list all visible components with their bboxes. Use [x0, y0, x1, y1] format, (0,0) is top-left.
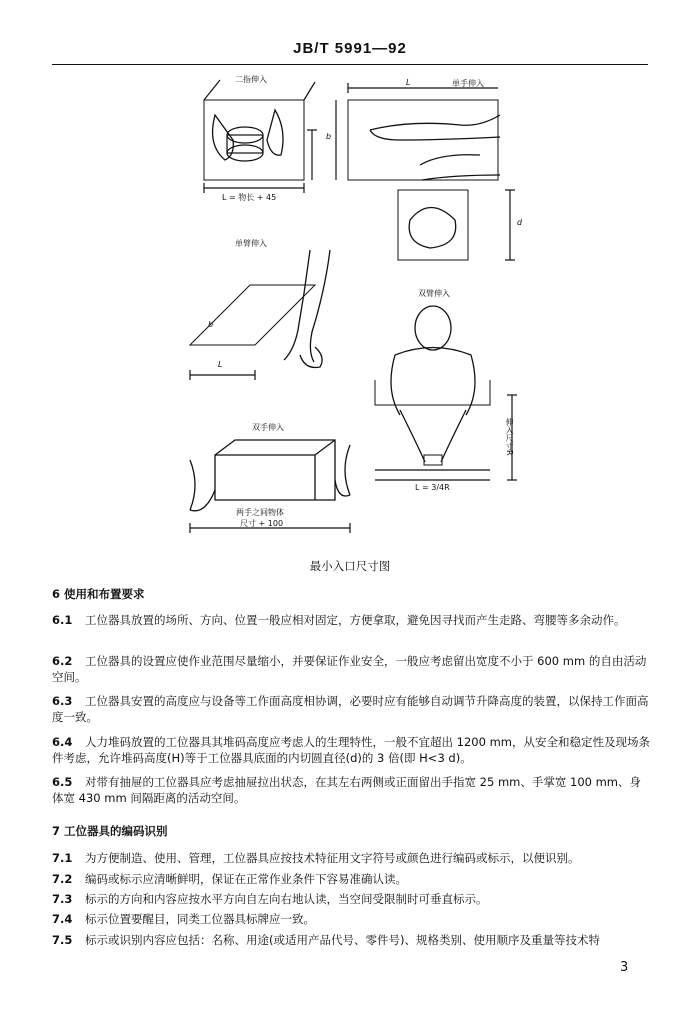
- clause-text: 编码或标示应清晰鲜明，保证在正常作业条件下容易准确认读。: [85, 872, 407, 886]
- label-between-hands-dim: 尺寸 + 100: [240, 519, 284, 528]
- label-b-top: b: [326, 132, 332, 141]
- clause-number: 7.3: [52, 892, 73, 906]
- both-arms-illustration: [375, 306, 517, 480]
- label-both-arms: 双臂伸入: [418, 289, 450, 298]
- clause-text: 工位器具的设置应使作业范围尽量缩小，并要保证作业安全，一般应考虑留出宽度不小于 600 mm 的自由活动空间。: [52, 654, 647, 684]
- clause-text: 人力堆码放置的工位器具其堆码高度应考虑人的生理特性，一般不宜超出 1200 mm，从安全和稳定性及现场条件考虑，允许堆码高度(H)等于工位器具底面的内切圆直径(d)的 3 倍(即 H<3 d)。: [52, 735, 650, 765]
- clause-number: 7.4: [52, 912, 73, 926]
- single-arm-illustration: [190, 250, 330, 380]
- single-hand-illustration: [336, 83, 515, 260]
- running-header: JB/T 5991—92: [293, 40, 407, 57]
- clause-7-5: [52, 932, 652, 948]
- clause-number: 7.5: [52, 933, 73, 947]
- label-arm-dim-side: 伸入尺寸R: [505, 418, 514, 456]
- clause-6-5: [52, 774, 652, 806]
- clause-6-1: [52, 612, 652, 628]
- label-between-hands: 两手之间物体: [236, 508, 284, 517]
- section-7-title: 7 工位器具的编码识别: [52, 824, 168, 838]
- label-L-mid: L: [218, 360, 223, 369]
- clause-number: 7.2: [52, 872, 73, 886]
- clause-text: 为方便制造、使用、管理，工位器具应按技术特征用文字符号或颜色进行编码或标示，以便识别。: [85, 851, 580, 865]
- label-both-hands: 双手伸入: [252, 423, 284, 432]
- clause-text: 工位器具安置的高度应与设备等工作面高度相协调，必要时应有能够自动调节升降高度的装置，以保持工作面高度一致。: [52, 694, 649, 724]
- label-two-finger-dim: L = 物长 + 45: [222, 193, 277, 202]
- label-b-mid: b: [208, 320, 214, 329]
- figure-drawing: [160, 70, 540, 570]
- clause-text: 工位器具放置的场所、方向、位置一般应相对固定，方便拿取，避免因寻找而产生走路、弯腰等多余动作。: [85, 613, 626, 627]
- clause-7-4: [52, 911, 652, 927]
- label-single-arm: 单臂伸入: [235, 239, 267, 248]
- label-two-finger: 二指伸入: [235, 75, 267, 84]
- header-rule: [52, 64, 648, 65]
- figure-caption: 最小入口尺寸图: [309, 559, 391, 573]
- clause-text: 标示位置要醒目，同类工位器具标牌应一致。: [85, 912, 315, 926]
- clause-text: 对带有抽屉的工位器具应考虑抽屉拉出状态，在其左右两侧或正面留出手指宽 25 mm、手掌宽 100 mm、身体宽 430 mm 间隔距离的活动空间。: [52, 775, 642, 805]
- clause-number: 6.5: [52, 775, 73, 789]
- clause-6-3: [52, 693, 652, 725]
- clause-text: 标示或识别内容应包括：名称、用途(或适用产品代号、零件号)、规格类别、使用顺序及重量等技术特: [85, 933, 600, 947]
- clause-7-2: [52, 871, 652, 887]
- label-single-hand: 单手伸入: [452, 79, 484, 88]
- two-finger-illustration: [204, 80, 317, 193]
- clause-number: 6.4: [52, 735, 73, 749]
- clause-7-3: [52, 891, 652, 907]
- label-arm-dim-bottom: L = 3/4R: [415, 483, 450, 492]
- clause-number: 6.1: [52, 613, 73, 627]
- label-d: d: [517, 218, 523, 227]
- clause-6-2: [52, 653, 652, 685]
- label-L-top: L: [406, 78, 411, 87]
- clause-number: 7.1: [52, 851, 73, 865]
- clause-number: 6.2: [52, 654, 73, 668]
- clause-text: 标示的方向和内容应按水平方向自左向右地认读，当空间受限制时可垂直标示。: [85, 892, 488, 906]
- section-6-title: 6 使用和布置要求: [52, 587, 145, 601]
- figure-minimum-access-dimensions: [160, 70, 540, 570]
- clause-7-1: [52, 850, 652, 866]
- clause-number: 6.3: [52, 694, 73, 708]
- clause-6-4: [52, 734, 652, 766]
- page-number: 3: [620, 960, 629, 975]
